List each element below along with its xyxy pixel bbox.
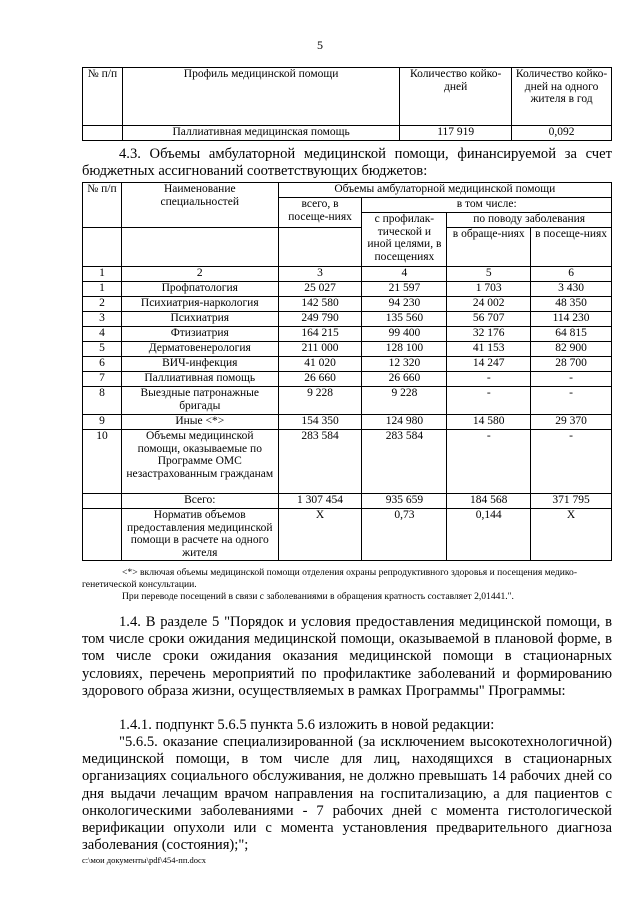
row-num: 6 [83, 357, 122, 372]
row-specialty: Иные <*> [121, 415, 278, 430]
col-number: 1 [83, 267, 122, 282]
header-in-appeals: в обраще-ниях [447, 228, 531, 267]
table-row [83, 387, 612, 415]
row-visits: 48 350 [531, 297, 612, 312]
header-num: № п/п [83, 183, 122, 228]
file-path: c:\мои документы\pdf\454-пп.docx [82, 855, 207, 865]
table-row [83, 282, 612, 297]
row-prophylactic: 124 980 [362, 415, 447, 430]
section-4-3-heading: 4.3. Объемы амбулаторной медицинской помощи, финансируемой за счет бюджетных ассигнований соответствующих бюджетов: [82, 146, 612, 180]
outpatient-volumes-table [82, 182, 612, 561]
row-appeals: 56 707 [447, 312, 531, 327]
row-prophylactic: 26 660 [362, 372, 447, 387]
row-num: 10 [83, 430, 122, 494]
row-num: 7 [83, 372, 122, 387]
col-number: 2 [121, 267, 278, 282]
row-specialty: Выездные патронажные бригады [121, 387, 278, 415]
row-visits: 64 815 [531, 327, 612, 342]
table-row [83, 415, 612, 430]
row-prophylactic: 99 400 [362, 327, 447, 342]
row-total: 41 020 [278, 357, 362, 372]
col-number: 5 [447, 267, 531, 282]
row-prophylactic: 135 560 [362, 312, 447, 327]
row-visits: - [531, 430, 612, 494]
norm-appeals: 0,144 [447, 509, 531, 561]
header-profile: Профиль медицинской помощи [122, 68, 399, 126]
row-num: 2 [83, 297, 122, 312]
header-in-visits: в посеще-ниях [531, 228, 612, 267]
cell-bed-days: 117 919 [400, 126, 512, 141]
row-total: 249 790 [278, 312, 362, 327]
col-number: 4 [362, 267, 447, 282]
table-row [83, 430, 612, 494]
row-total: 154 350 [278, 415, 362, 430]
row-appeals: 14 580 [447, 415, 531, 430]
table-row [83, 372, 612, 387]
row-prophylactic: 94 230 [362, 297, 447, 312]
row-prophylactic: 21 597 [362, 282, 447, 297]
paragraph-1-4: 1.4. В разделе 5 "Порядок и условия предоставления медицинской помощи, в том числе сроки ожидания медицинской помощи, оказываемой в плановой форме, в том числе сроки ожидания оказания медицинской помощи в стационарных условиях, перечень мероприятий по профилактике заболеваний и формированию здорового образа жизни, осуществляемых в рамках Программы" Программы: [82, 614, 612, 699]
row-appeals: 24 002 [447, 297, 531, 312]
row-prophylactic: 128 100 [362, 342, 447, 357]
total-appeals: 184 568 [447, 494, 531, 509]
total-disease-visits: 371 795 [531, 494, 612, 509]
row-total: 26 660 [278, 372, 362, 387]
header-bed-days-per-person: Количество койко-дней на одного жителя в год [512, 68, 612, 126]
header-disease: по поводу заболевания [447, 213, 612, 228]
total-prophylactic: 935 659 [362, 494, 447, 509]
row-specialty: ВИЧ-инфекция [121, 357, 278, 372]
row-total: 9 228 [278, 387, 362, 415]
total-visits: 1 307 454 [278, 494, 362, 509]
total-row [83, 494, 612, 509]
header-num: № п/п [83, 68, 123, 126]
header-including: в том числе: [362, 198, 612, 213]
row-num: 4 [83, 327, 122, 342]
norm-total: X [278, 509, 362, 561]
row-prophylactic: 12 320 [362, 357, 447, 372]
row-visits: - [531, 372, 612, 387]
footnote-conversion: При переводе посещений в связи с заболеваниями в обращения кратность составляет 2,01441.". [122, 591, 514, 602]
row-num: 1 [83, 282, 122, 297]
row-appeals: - [447, 430, 531, 494]
row-visits: 3 430 [531, 282, 612, 297]
col-number: 3 [278, 267, 362, 282]
header-total-visits: всего, в посеще-ниях [278, 198, 362, 228]
table-row [83, 327, 612, 342]
row-total: 142 580 [278, 297, 362, 312]
norm-prophylactic: 0,73 [362, 509, 447, 561]
row-total: 211 000 [278, 342, 362, 357]
row-num: 8 [83, 387, 122, 415]
paragraph-5-6-5: "5.6.5. оказание специализированной (за исключением высокотехнологичной) медицинской помощи, в том числе для лиц, находящихся в стационарных организациях социального обслуживания, не должно превышать 14 рабочих дней со дня выдачи лечащим врачом направления на госпитализацию, а для пациентов с онкологическими заболеваниями - 7 рабочих дней с момента гистологической верификации опухоли или с момента установления предварительного диагноза заболевания (состояния);"; [82, 734, 612, 854]
row-appeals: 41 153 [447, 342, 531, 357]
table-row [83, 357, 612, 372]
row-specialty: Объемы медицинской помощи, оказываемые по Программе ОМС незастрахованным гражданам [121, 430, 278, 494]
row-total: 25 027 [278, 282, 362, 297]
norm-num [83, 509, 122, 561]
row-visits: - [531, 387, 612, 415]
cell-profile: Паллиативная медицинская помощь [122, 126, 399, 141]
row-appeals: - [447, 372, 531, 387]
header-bed-days: Количество койко-дней [400, 68, 512, 126]
row-num: 9 [83, 415, 122, 430]
row-prophylactic: 283 584 [362, 430, 447, 494]
cell-num [83, 126, 123, 141]
row-prophylactic: 9 228 [362, 387, 447, 415]
bed-days-table [82, 67, 612, 141]
norm-label: Норматив объемов предоставления медицинской помощи в расчете на одного жителя [121, 509, 278, 561]
row-specialty: Психиатрия [121, 312, 278, 327]
header-specialty: Наименование специальностей [121, 183, 278, 228]
norm-visits: X [531, 509, 612, 561]
cell-per-person: 0,092 [512, 126, 612, 141]
page-number: 5 [317, 38, 323, 52]
row-specialty: Дерматовенерология [121, 342, 278, 357]
norm-row [83, 509, 612, 561]
row-specialty: Паллиативная помощь [121, 372, 278, 387]
row-visits: 114 230 [531, 312, 612, 327]
total-num [83, 494, 122, 509]
paragraph-1-4-1: 1.4.1. подпункт 5.6.5 пункта 5.6 изложить в новой редакции: [119, 717, 495, 733]
row-num: 3 [83, 312, 122, 327]
row-appeals: 32 176 [447, 327, 531, 342]
row-total: 164 215 [278, 327, 362, 342]
row-specialty: Фтизиатрия [121, 327, 278, 342]
table-row [83, 312, 612, 327]
row-appeals: 1 703 [447, 282, 531, 297]
col-number: 6 [531, 267, 612, 282]
footnote-asterisk: <*> включая объемы медицинской помощи отделения охраны репродуктивного здоровья и посещения медико-генетической консультации. [82, 567, 578, 590]
row-total: 283 584 [278, 430, 362, 494]
total-label: Всего: [121, 494, 278, 509]
row-visits: 29 370 [531, 415, 612, 430]
row-specialty: Профпатология [121, 282, 278, 297]
row-visits: 28 700 [531, 357, 612, 372]
row-appeals: - [447, 387, 531, 415]
row-visits: 82 900 [531, 342, 612, 357]
table-row [83, 297, 612, 312]
row-num: 5 [83, 342, 122, 357]
header-volumes: Объемы амбулаторной медицинской помощи [278, 183, 611, 198]
row-specialty: Психиатрия-наркология [121, 297, 278, 312]
row-appeals: 14 247 [447, 357, 531, 372]
header-prophylactic: с профилак-тической и иной целями, в посещениях [362, 213, 447, 267]
table-row [83, 342, 612, 357]
